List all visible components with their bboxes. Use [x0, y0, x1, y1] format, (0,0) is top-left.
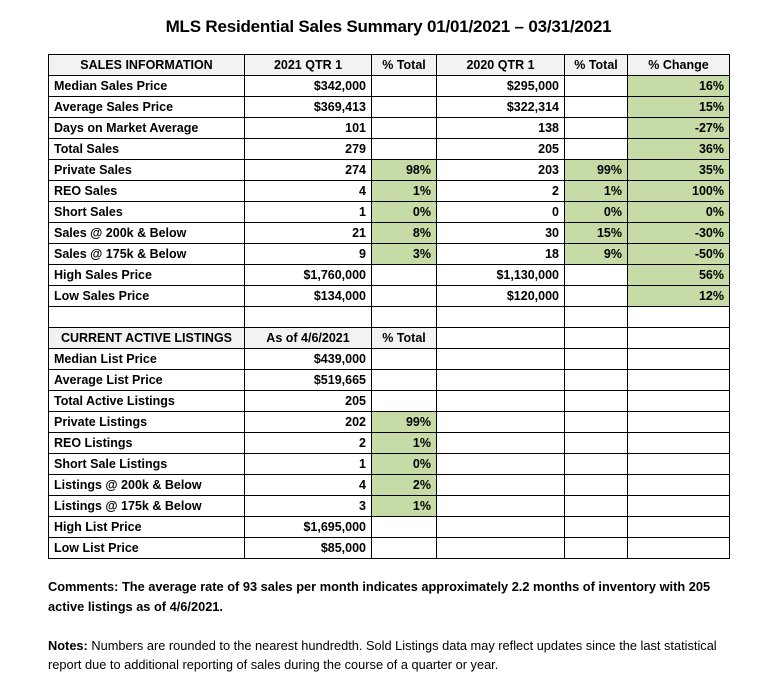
row-label: Median Sales Price — [49, 76, 245, 97]
table-row — [49, 202, 730, 223]
table-spacer-row — [49, 307, 730, 328]
row-pct-2020 — [565, 286, 628, 307]
listings-empty-cell — [437, 496, 565, 517]
table-row — [49, 454, 730, 475]
listings-empty-cell — [565, 391, 628, 412]
listings-empty-cell — [437, 412, 565, 433]
table-row — [49, 76, 730, 97]
row-pct-change: 12% — [628, 286, 730, 307]
row-label: Low Sales Price — [49, 286, 245, 307]
row-pct — [372, 349, 437, 370]
table-row — [49, 244, 730, 265]
listings-empty-cell — [437, 475, 565, 496]
row-value-2020: 18 — [437, 244, 565, 265]
comments-paragraph — [48, 577, 729, 617]
row-value-2020: 2 — [437, 181, 565, 202]
sales-header-2021-qtr1: 2021 QTR 1 — [245, 55, 372, 76]
row-pct-2021 — [372, 286, 437, 307]
table-row — [49, 265, 730, 286]
row-pct-2020: 9% — [565, 244, 628, 265]
row-pct-change: 56% — [628, 265, 730, 286]
table-row — [49, 475, 730, 496]
row-label: Days on Market Average — [49, 118, 245, 139]
row-pct-change: 0% — [628, 202, 730, 223]
row-pct-change: -30% — [628, 223, 730, 244]
row-pct-2020 — [565, 118, 628, 139]
row-pct-2020 — [565, 97, 628, 118]
row-label: High Sales Price — [49, 265, 245, 286]
row-value: 202 — [245, 412, 372, 433]
row-value: 4 — [245, 475, 372, 496]
table-row — [49, 223, 730, 244]
row-value-2021: 9 — [245, 244, 372, 265]
sales-header-row — [49, 55, 730, 76]
listings-empty-cell — [628, 349, 730, 370]
row-label: Median List Price — [49, 349, 245, 370]
row-pct-2020 — [565, 265, 628, 286]
spacer-cell — [565, 307, 628, 328]
table-row — [49, 181, 730, 202]
row-pct-2020 — [565, 139, 628, 160]
sales-header-pct-change: % Change — [628, 55, 730, 76]
row-value: $1,695,000 — [245, 517, 372, 538]
table-row — [49, 160, 730, 181]
listings-empty-cell — [565, 412, 628, 433]
listings-empty-cell — [437, 454, 565, 475]
row-value-2020: $295,000 — [437, 76, 565, 97]
row-pct-change: -27% — [628, 118, 730, 139]
row-pct-change: 100% — [628, 181, 730, 202]
table-row — [49, 412, 730, 433]
row-pct-change: -50% — [628, 244, 730, 265]
report-tables — [48, 54, 729, 559]
table-row — [49, 391, 730, 412]
row-value-2021: 4 — [245, 181, 372, 202]
row-value: $85,000 — [245, 538, 372, 559]
row-value: 1 — [245, 454, 372, 475]
row-value-2020: $120,000 — [437, 286, 565, 307]
listings-empty-cell — [565, 517, 628, 538]
notes-text: Numbers are rounded to the nearest hundredth. Sold Listings data may reflect updates since the last statistical report due to additional reporting of sales during the course of a quarter or year. — [48, 637, 717, 673]
row-value-2021: 101 — [245, 118, 372, 139]
row-pct-2020: 99% — [565, 160, 628, 181]
listings-header-pct-total: % Total — [372, 328, 437, 349]
row-label: Short Sale Listings — [49, 454, 245, 475]
listings-empty-cell — [565, 538, 628, 559]
row-label: Private Sales — [49, 160, 245, 181]
sales-header-2020-qtr1: 2020 QTR 1 — [437, 55, 565, 76]
row-pct-2020: 0% — [565, 202, 628, 223]
listings-empty-cell — [437, 370, 565, 391]
row-pct-change: 36% — [628, 139, 730, 160]
listings-empty-cell — [565, 454, 628, 475]
row-value-2020: 203 — [437, 160, 565, 181]
listings-empty-cell — [437, 328, 565, 349]
row-label: Average List Price — [49, 370, 245, 391]
row-value-2020: $322,314 — [437, 97, 565, 118]
page-title: MLS Residential Sales Summary 01/01/2021 – 03/31/2021 — [165, 17, 612, 36]
row-label: Average Sales Price — [49, 97, 245, 118]
table-row — [49, 370, 730, 391]
table-row — [49, 349, 730, 370]
row-pct: 99% — [372, 412, 437, 433]
row-value: 3 — [245, 496, 372, 517]
listings-header-row — [49, 328, 730, 349]
row-label: Listings @ 175k & Below — [49, 496, 245, 517]
row-label: REO Sales — [49, 181, 245, 202]
row-value-2021: 1 — [245, 202, 372, 223]
row-pct — [372, 538, 437, 559]
listings-empty-cell — [628, 517, 730, 538]
row-value: 205 — [245, 391, 372, 412]
mls-summary-table — [48, 54, 730, 559]
row-pct-2021 — [372, 139, 437, 160]
row-value-2021: $134,000 — [245, 286, 372, 307]
footer-notes — [48, 559, 729, 675]
row-value-2020: 138 — [437, 118, 565, 139]
listings-empty-cell — [565, 475, 628, 496]
comments-text: The average rate of 93 sales per month indicates approximately 2.2 months of inventory with 205 active listings as of 4/6/2021. — [48, 579, 711, 614]
table-row — [49, 517, 730, 538]
listings-empty-cell — [628, 328, 730, 349]
listings-empty-cell — [437, 517, 565, 538]
row-value-2021: 279 — [245, 139, 372, 160]
row-pct — [372, 370, 437, 391]
notes-paragraph — [48, 617, 729, 676]
listings-empty-cell — [565, 349, 628, 370]
row-label: Listings @ 200k & Below — [49, 475, 245, 496]
spacer-cell — [628, 307, 730, 328]
row-value-2020: 0 — [437, 202, 565, 223]
row-pct-change: 35% — [628, 160, 730, 181]
table-row — [49, 118, 730, 139]
row-value-2021: $1,760,000 — [245, 265, 372, 286]
row-label: Total Active Listings — [49, 391, 245, 412]
sales-header-pct-total-2021: % Total — [372, 55, 437, 76]
row-pct-2021: 1% — [372, 181, 437, 202]
row-label: High List Price — [49, 517, 245, 538]
row-pct-2021: 3% — [372, 244, 437, 265]
listings-header-title: CURRENT ACTIVE LISTINGS — [49, 328, 245, 349]
listings-empty-cell — [628, 475, 730, 496]
table-row — [49, 538, 730, 559]
comments-label: Comments: — [48, 579, 119, 594]
listings-empty-cell — [628, 433, 730, 454]
row-label: Private Listings — [49, 412, 245, 433]
table-row — [49, 139, 730, 160]
listings-empty-cell — [437, 433, 565, 454]
row-pct-2021 — [372, 76, 437, 97]
row-value-2021: 21 — [245, 223, 372, 244]
row-pct — [372, 517, 437, 538]
listings-empty-cell — [437, 538, 565, 559]
row-value: $439,000 — [245, 349, 372, 370]
row-pct-2021 — [372, 97, 437, 118]
listings-empty-cell — [628, 391, 730, 412]
spacer-cell — [437, 307, 565, 328]
sales-header-information: SALES INFORMATION — [49, 55, 245, 76]
listings-empty-cell — [628, 370, 730, 391]
row-value-2020: 30 — [437, 223, 565, 244]
row-value-2021: $342,000 — [245, 76, 372, 97]
listings-empty-cell — [437, 391, 565, 412]
spacer-cell — [49, 307, 245, 328]
row-pct-2020: 15% — [565, 223, 628, 244]
row-label: REO Listings — [49, 433, 245, 454]
row-label: Sales @ 200k & Below — [49, 223, 245, 244]
row-label: Sales @ 175k & Below — [49, 244, 245, 265]
sales-header-pct-total-2020: % Total — [565, 55, 628, 76]
row-pct-2021 — [372, 118, 437, 139]
row-label: Low List Price — [49, 538, 245, 559]
row-pct-2021: 98% — [372, 160, 437, 181]
listings-empty-cell — [565, 370, 628, 391]
spacer-cell — [372, 307, 437, 328]
table-row — [49, 433, 730, 454]
row-pct-2021: 0% — [372, 202, 437, 223]
listings-empty-cell — [437, 349, 565, 370]
row-label: Short Sales — [49, 202, 245, 223]
listings-empty-cell — [565, 496, 628, 517]
listings-empty-cell — [628, 496, 730, 517]
row-value-2020: $1,130,000 — [437, 265, 565, 286]
row-value-2021: 274 — [245, 160, 372, 181]
sales-table-body — [49, 55, 730, 559]
row-value: 2 — [245, 433, 372, 454]
row-pct-change: 16% — [628, 76, 730, 97]
notes-label: Notes: — [48, 637, 88, 653]
listings-header-asof: As of 4/6/2021 — [245, 328, 372, 349]
row-pct-2021: 8% — [372, 223, 437, 244]
row-pct-change: 15% — [628, 97, 730, 118]
table-row — [49, 97, 730, 118]
row-pct-2020 — [565, 76, 628, 97]
row-value-2021: $369,413 — [245, 97, 372, 118]
row-pct: 1% — [372, 433, 437, 454]
row-pct: 2% — [372, 475, 437, 496]
listings-empty-cell — [565, 433, 628, 454]
listings-empty-cell — [628, 412, 730, 433]
spacer-cell — [245, 307, 372, 328]
table-row — [49, 286, 730, 307]
table-row — [49, 496, 730, 517]
row-pct: 0% — [372, 454, 437, 475]
row-pct-2021 — [372, 265, 437, 286]
row-pct: 1% — [372, 496, 437, 517]
row-value-2020: 205 — [437, 139, 565, 160]
row-pct — [372, 391, 437, 412]
row-value: $519,665 — [245, 370, 372, 391]
row-pct-2020: 1% — [565, 181, 628, 202]
listings-empty-cell — [565, 328, 628, 349]
row-label: Total Sales — [49, 139, 245, 160]
listings-empty-cell — [628, 454, 730, 475]
listings-empty-cell — [628, 538, 730, 559]
